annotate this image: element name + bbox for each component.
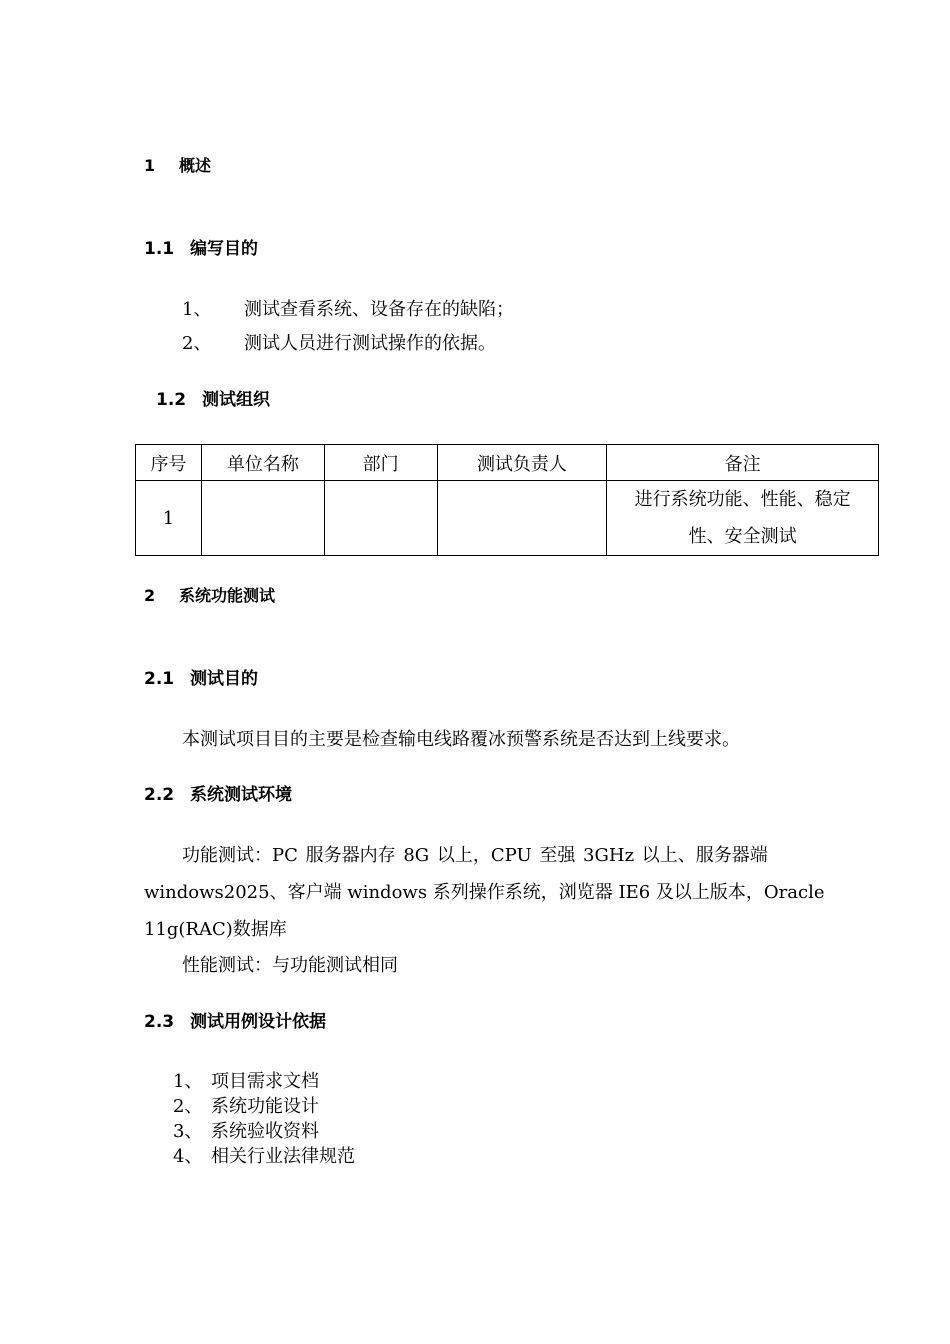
heading-2-3-title: 测试用例设计依据 bbox=[190, 1012, 326, 1032]
list-item-number: 1、 bbox=[173, 1071, 203, 1092]
list-item-number: 2、 bbox=[182, 333, 212, 354]
list-item-number: 4、 bbox=[173, 1146, 203, 1167]
table-cell-note bbox=[607, 481, 879, 556]
heading-1-1 bbox=[144, 234, 258, 259]
list-item-text: 测试人员进行测试操作的依据。 bbox=[244, 333, 496, 354]
table-cell bbox=[437, 481, 607, 556]
list-item-number: 3、 bbox=[173, 1121, 203, 1142]
paragraph-environment-line: windows2025、客户端 windows 系列操作系统，浏览器 IE6 及以上版本，Oracle bbox=[144, 882, 825, 903]
heading-2-2-title: 系统测试环境 bbox=[190, 785, 292, 805]
heading-2-1-title: 测试目的 bbox=[190, 669, 258, 689]
table-cell: 1 bbox=[136, 481, 202, 556]
table-header-cell: 测试负责人 bbox=[437, 445, 607, 481]
heading-1-2 bbox=[156, 385, 270, 410]
paragraph-purpose: 本测试项目目的主要是检查输电线路覆冰预警系统是否达到上线要求。 bbox=[182, 729, 740, 750]
list-item-number: 2、 bbox=[173, 1096, 203, 1117]
heading-1-2-title: 测试组织 bbox=[202, 390, 270, 410]
heading-2-title: 系统功能测试 bbox=[179, 586, 276, 605]
heading-1-2-number: 1.2 bbox=[156, 390, 187, 410]
heading-1 bbox=[144, 153, 211, 176]
heading-2 bbox=[144, 583, 275, 606]
organization-table bbox=[135, 444, 879, 556]
list-item-text: 项目需求文档 bbox=[211, 1071, 319, 1092]
heading-2-3 bbox=[144, 1007, 326, 1032]
table-row bbox=[136, 481, 879, 556]
list-item-text: 相关行业法律规范 bbox=[211, 1146, 355, 1167]
paragraph-environment-line: 11g(RAC)数据库 bbox=[144, 919, 287, 940]
table-header-cell: 序号 bbox=[136, 445, 202, 481]
table-cell bbox=[324, 481, 437, 556]
list-item bbox=[182, 295, 514, 321]
table-cell bbox=[201, 481, 324, 556]
table-header-row bbox=[136, 445, 879, 481]
heading-1-1-number: 1.1 bbox=[144, 239, 175, 259]
heading-1-number: 1 bbox=[144, 156, 156, 175]
table-header-cell: 备注 bbox=[607, 445, 879, 481]
list-item-number: 1、 bbox=[182, 299, 212, 320]
heading-2-3-number: 2.3 bbox=[144, 1012, 175, 1032]
list-item bbox=[173, 1117, 319, 1143]
list-item-text: 测试查看系统、设备存在的缺陷； bbox=[244, 299, 514, 320]
table-note-text: 进行系统功能、性能、稳定性、安全测试 bbox=[634, 489, 851, 547]
list-item bbox=[182, 329, 496, 355]
heading-1-title: 概述 bbox=[179, 156, 212, 175]
heading-2-1-number: 2.1 bbox=[144, 669, 175, 689]
paragraph-performance: 性能测试：与功能测试相同 bbox=[182, 955, 398, 976]
heading-2-1 bbox=[144, 664, 258, 689]
heading-1-1-title: 编写目的 bbox=[190, 239, 258, 259]
list-item bbox=[173, 1092, 319, 1118]
list-item-text: 系统验收资料 bbox=[211, 1121, 319, 1142]
list-item bbox=[173, 1067, 319, 1093]
heading-2-2-number: 2.2 bbox=[144, 785, 175, 805]
table-header-cell: 部门 bbox=[324, 445, 437, 481]
table-header-cell: 单位名称 bbox=[201, 445, 324, 481]
heading-2-number: 2 bbox=[144, 586, 156, 605]
list-item bbox=[173, 1142, 355, 1168]
list-item-text: 系统功能设计 bbox=[211, 1096, 319, 1117]
heading-2-2 bbox=[144, 780, 292, 805]
paragraph-environment-line: 功能测试：PC 服务器内存 8G 以上，CPU 至强 3GHz 以上、服务器端 bbox=[182, 845, 768, 866]
